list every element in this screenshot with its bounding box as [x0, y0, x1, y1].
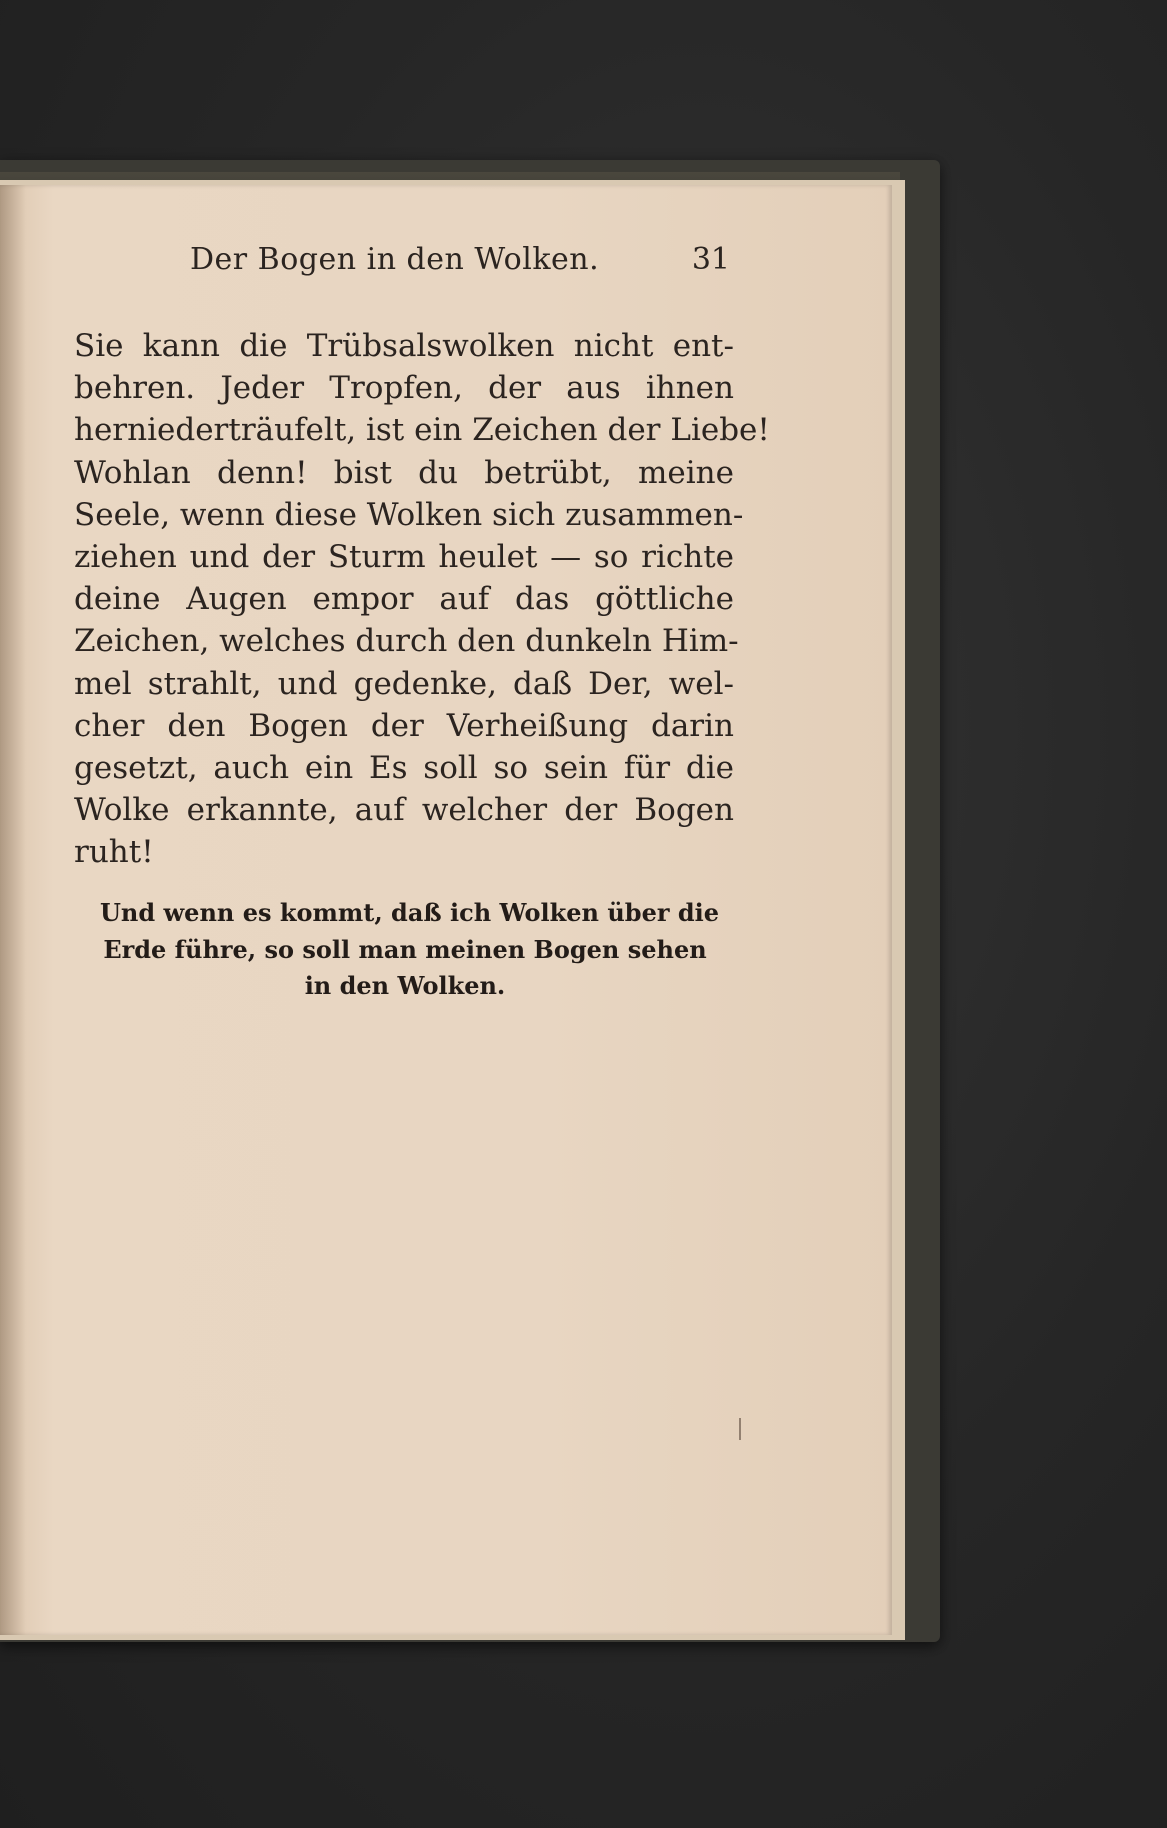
text-line: ziehen und der Sturm heulet — so richte — [74, 539, 734, 576]
text-line: herniederträufelt, ist ein Zeichen der Liebe! — [74, 412, 770, 449]
page-speck — [739, 1418, 741, 1440]
text-line: Wohlan denn! bist du betrübt, meine — [74, 454, 734, 491]
running-header — [190, 242, 730, 282]
quote-line: Erde führe, so soll man meinen Bogen sehen — [103, 934, 707, 964]
quote-line: Und wenn es kommt, daß ich Wolken über die — [100, 898, 720, 927]
text-line: Zeichen, welches durch den dunkeln Him- — [74, 623, 739, 660]
quote-line: in den Wolken. — [304, 971, 506, 1000]
text-line: ruht! — [74, 834, 154, 871]
scripture-quote — [100, 895, 720, 1005]
page-number: 31 — [691, 242, 730, 277]
text-line: mel strahlt, und gedenke, daß Der, wel- — [74, 665, 734, 702]
text-line: Sie kann die Trübsalswolken nicht ent- — [74, 328, 734, 364]
gutter-shadow — [0, 185, 26, 1635]
text-line: gesetzt, auch ein Es soll so sein für die — [74, 750, 734, 787]
text-line: Seele, wenn diese Wolken sich zusammen- — [74, 496, 744, 533]
text-line: deine Augen empor auf das göttliche — [74, 581, 734, 618]
body-paragraph — [74, 325, 770, 874]
text-line: cher den Bogen der Verheißung darin — [74, 707, 734, 744]
text-line: Wolke erkannte, auf welcher der Bogen — [74, 792, 734, 829]
text-line: behren. Jeder Tropfen, der aus ihnen — [74, 370, 734, 407]
running-title: Der Bogen in den Wolken. — [190, 242, 600, 277]
